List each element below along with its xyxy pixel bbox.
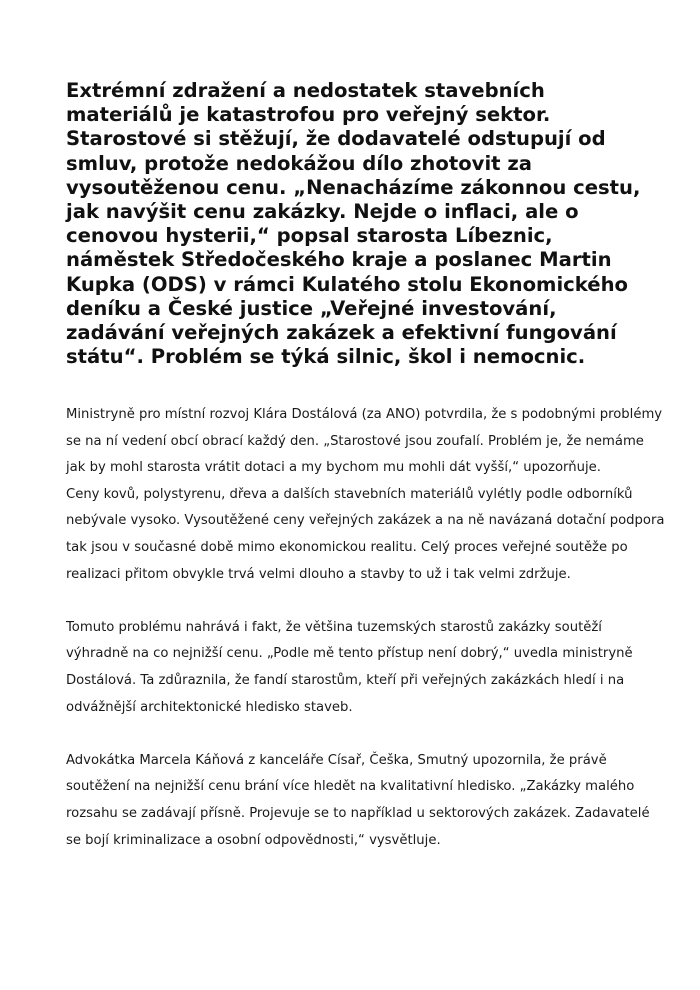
article-body xyxy=(66,402,666,854)
paragraph-dostalova-quote: Ministryně pro místní rozvoj Klára Dostálová (za ANO) potvrdila, že s podobnými problémy se na ní vedení obcí obrací každý den. „Starostové jsou zoufalí. Problém je, že nemáme jak by mohl starosta vrátit dotaci a my bychom mu mohli dát vyšší,“ upozorňuje. xyxy=(66,407,663,476)
article-lead: Extrémní zdražení a nedostatek stavebních materiálů je katastrofou pro veřejný sektor. Starostové si stěžují, že dodavatelé odstupují od smluv, protože nedokážou dílo zhotovit za vysoutěženou cenu. „Nenacházíme zákonnou cestu, jak navýšit cenu zakázky. Nejde o inflaci, ale o cenovou hysterii,“ popsal starosta Líbeznic, náměstek Středočeského kraje a poslanec Martin Kupka (ODS) v rámci Kulatého stolu Ekonomického deníku a České justice „Veřejné investování, zadávání veřejných zakázek a efektivní fungování státu“. Problém se týká silnic, škol i nemocnic. xyxy=(66,79,641,369)
paragraph-kanova-quote: Advokátka Marcela Káňová z kanceláře Císař, Češka, Smutný upozornila, že právě soutěžení na nejnižší cenu brání více hledět na kvalitativní hledisko. „Zakázky malého rozsahu se zadávají přísně. Projevuje se to například u sektorových zakázek. Zadavatelé se bojí kriminalizace a osobní odpovědnosti,“ vysvětluje. xyxy=(66,752,650,848)
paragraph-lowest-price: Tomuto problému nahrává i fakt, že většina tuzemských starostů zakázky soutěží výhradně na co nejnižší cenu. „Podle mě tento přístup není dobrý,“ uvedla ministryně Dostálová. Ta zdůraznila, že fandí starostům, kteří při veřejných zakázkách hledí i na odvážnější architektonické hledisko staveb. xyxy=(66,619,633,715)
paragraph-material-prices: Ceny kovů, polystyrenu, dřeva a dalších stavebních materiálů vylétly podle odborníků nebývale vysoko. Vysoutěžené ceny veřejných zakázek a na ně navázaná dotační podpora tak jsou v současné době mimo ekonomickou realitu. Celý proces veřejné soutěže po realizaci přitom obvykle trvá velmi dlouho a stavby to už i tak velmi zdržuje. xyxy=(66,486,665,582)
